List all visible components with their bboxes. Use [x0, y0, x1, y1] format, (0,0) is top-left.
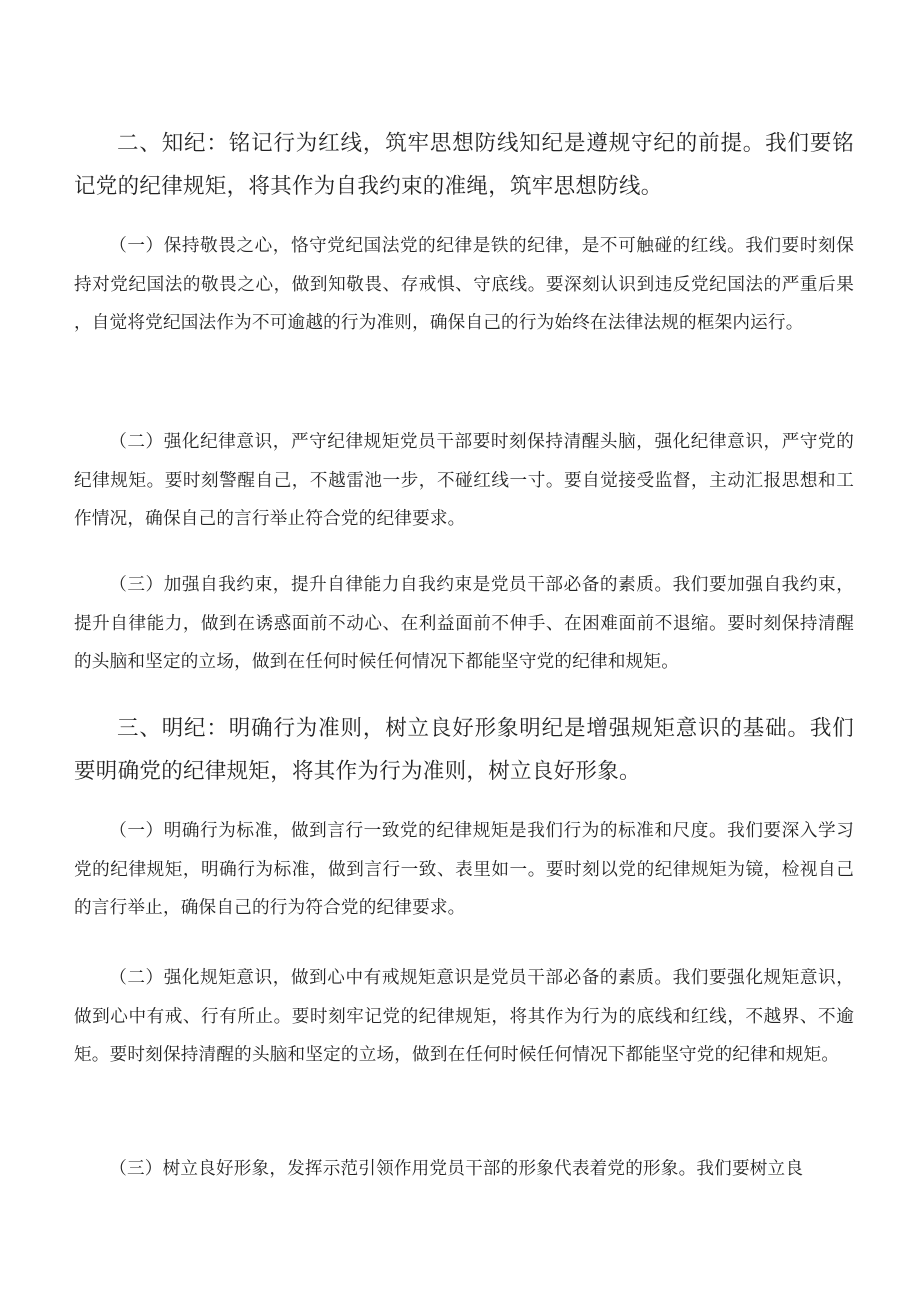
paragraph-keep-awe: （一）保持敬畏之心，恪守党纪国法党的纪律是铁的纪律，是不可触碰的红线。我们要时刻保持对党纪国法的敬畏之心，做到知敬畏、存戒惧、守底线。要深刻认识到违反党纪国法的严重后果，自觉将党纪国法作为不可逾越的行为准则，确保自己的行为始终在法律法规的框架内运行。 — [74, 236, 854, 333]
paragraph-discipline-awareness: （二）强化纪律意识，严守纪律规矩党员干部要时刻保持清醒头脑，强化纪律意识，严守党的纪律规矩。要时刻警醒自己，不越雷池一步，不碰红线一寸。要自觉接受监督，主动汇报思想和工作情况，确保自己的言行举止符合党的纪律要求。 — [74, 432, 854, 529]
paragraph-good-image: （三）树立良好形象，发挥示范引领作用党员干部的形象代表着党的形象。我们要树立良 — [109, 1159, 804, 1179]
paragraph-self-restraint: （三）加强自我约束，提升自律能力自我约束是党员干部必备的素质。我们要加强自我约束，提升自律能力，做到在诱惑面前不动心、在利益面前不伸手、在困难面前不退缩。要时刻保持清醒的头脑和坚定的立场，做到在任何时候任何情况下都能坚守党的纪律和规矩。 — [74, 575, 854, 672]
section-heading-zhiji: 二、知纪：铭记行为红线，筑牢思想防线知纪是遵规守纪的前提。我们要铭记党的纪律规矩，将其作为自我约束的准绳，筑牢思想防线。 — [74, 131, 854, 199]
paragraph-behavior-standard: （一）明确行为标准，做到言行一致党的纪律规矩是我们行为的标准和尺度。我们要深入学习党的纪律规矩，明确行为标准，做到言行一致、表里如一。要时刻以党的纪律规矩为镜，检视自己的言行举止，确保自己的行为符合党的纪律要求。 — [74, 821, 854, 918]
section-heading-mingji: 三、明纪：明确行为准则，树立良好形象明纪是增强规矩意识的基础。我们要明确党的纪律规矩，将其作为行为准则，树立良好形象。 — [74, 716, 854, 784]
paragraph-rules-awareness: （二）强化规矩意识，做到心中有戒规矩意识是党员干部必备的素质。我们要强化规矩意识，做到心中有戒、行有所止。要时刻牢记党的纪律规矩，将其作为行为的底线和红线，不越界、不逾矩。要时刻保持清醒的头脑和坚定的立场，做到在任何时候任何情况下都能坚守党的纪律和规矩。 — [74, 968, 854, 1065]
